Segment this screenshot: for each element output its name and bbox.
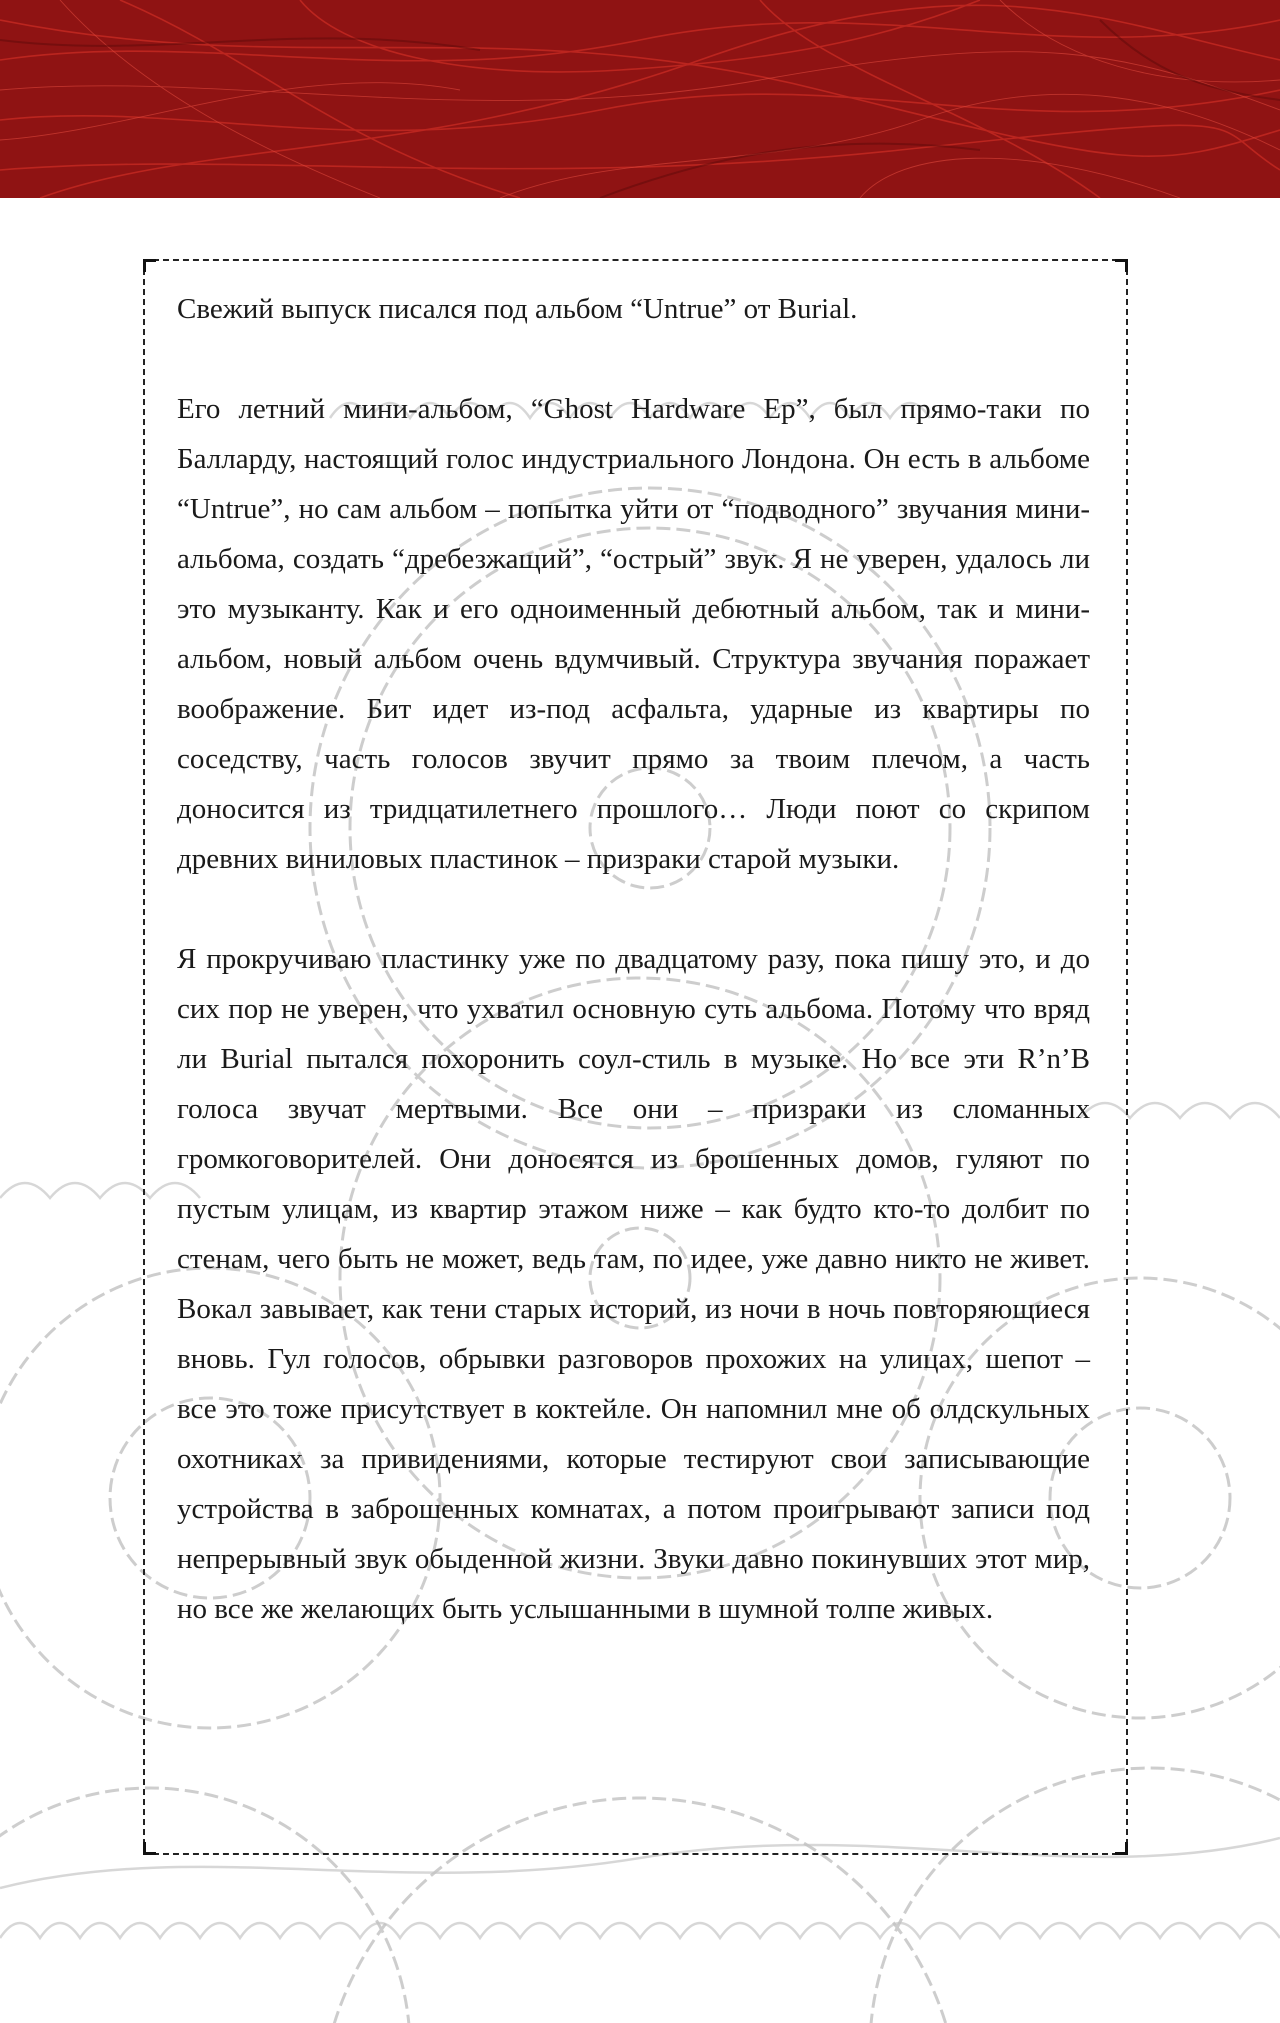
frame-corner	[143, 259, 156, 272]
scratch-lines	[0, 0, 1280, 198]
article-body	[177, 284, 1090, 1634]
paragraph-ghost-hardware: Его летний мини-альбом, “Ghost Hardware Ep”, был прямо-таки по Балларду, настоящий голос индустриального Лондона. Он есть в альбоме “Untrue”, но сам альбом – попытка уйти от “подводного” звучания мини-альбома, создать “дребезжащий”, “острый” звук. Я не уверен, удалось ли это музыканту. Как и его одноименный дебютный альбом, так и мини-альбом, новый альбом очень вдумчивый. Структура звучания поражает воображение. Бит идет из-под асфальта, ударные из квартиры по соседству, часть голосов звучит прямо за твоим плечом, а часть доносится из тридцатилетнего прошлого… Люди поют со скрипом древних виниловых пластинок – призраки старой музыки.	[177, 393, 1090, 875]
frame-corner	[1115, 1842, 1128, 1855]
paragraph-vinyl-ghosts: Я прокручиваю пластинку уже по двадцатому разу, пока пишу это, и до сих пор не уверен, что ухватил основную суть альбома. Потому что вряд ли Burial пытался похоронить соул-стиль в музыке. Но все эти R’n’B голоса звучат мертвыми. Все они – призраки из сломанных громкоговорителей. Они доносятся из брошенных домов, гуляют по пустым улицам, из квартир этажом ниже – как будто кто-то долбит по стенам, чего быть не может, ведь там, по идее, уже давно никто не живет. Вокал завывает, как тени старых историй, из ночи в ночь повторяющиеся вновь. Гул голосов, обрывки разговоров прохожих на улицах, шепот – все это тоже присутствует в коктейле. Он напомнил мне об олдскульных охотниках за привидениями, которые тестируют свои записывающие устройства в заброшенных комнатах, а потом проигрывают записи под непрерывный звук обыденной жизни. Звуки давно покинувших этот мир, но все же желающих быть услышанными в шумной толпе живых.	[177, 943, 1090, 1625]
frame-corner	[143, 1842, 156, 1855]
intro-line: Свежий выпуск писался под альбом “Untrue” от Burial.	[177, 293, 858, 325]
frame-corner	[1115, 259, 1128, 272]
header-scratched-texture	[0, 0, 1280, 198]
